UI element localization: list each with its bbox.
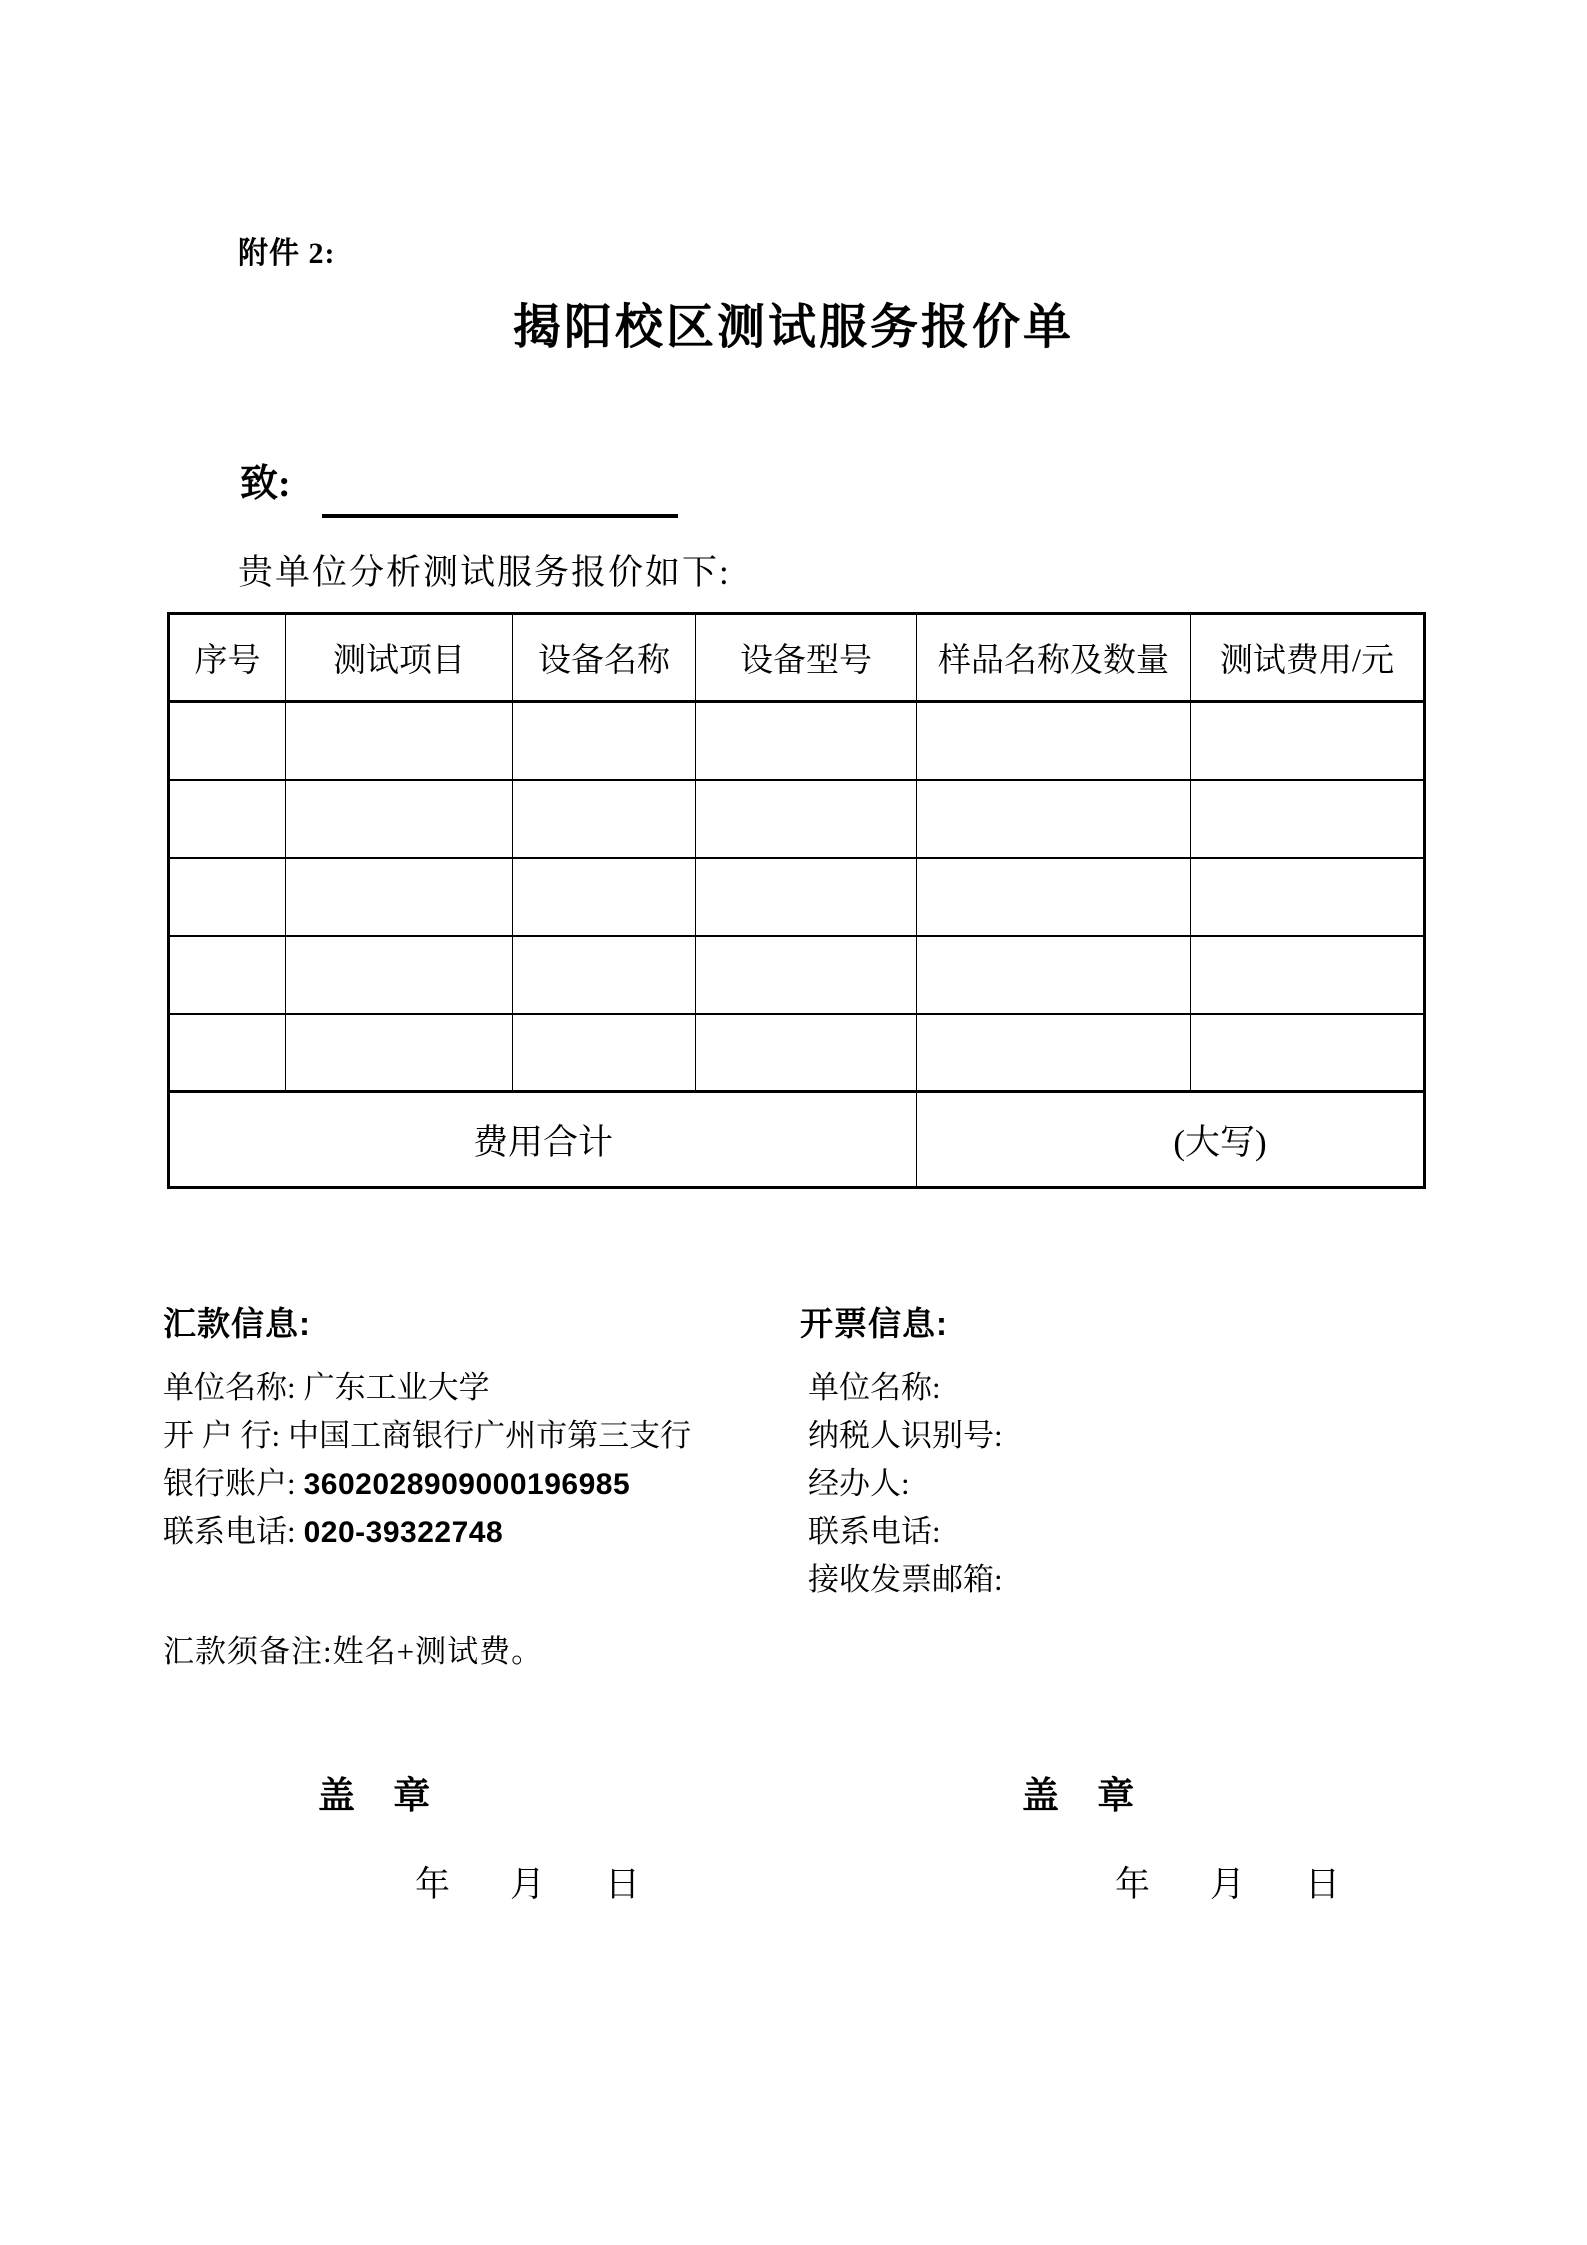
table-row [169, 702, 1425, 780]
table-row [169, 858, 1425, 936]
field-label: 联系电话: [808, 1514, 941, 1549]
invoice-field-phone [808, 1508, 1003, 1556]
field-label: 经办人: [808, 1466, 910, 1501]
table-cell [169, 858, 286, 936]
total-label-cell: 费用合计 [169, 1092, 917, 1188]
table-cell [513, 780, 696, 858]
year-label: 年 [415, 1865, 451, 1904]
field-label: 开 户 行: [163, 1418, 281, 1453]
header-cell-test-fee: 测试费用/元 [1191, 614, 1425, 702]
header-cell-test-item: 测试项目 [286, 614, 513, 702]
remittance-note: 汇款须备注:姓名+测试费。 [163, 1634, 544, 1669]
day-label: 日 [1305, 1865, 1341, 1904]
table-cell [917, 1014, 1191, 1092]
field-value: 020-39322748 [303, 1516, 504, 1549]
remittance-field-bank [163, 1412, 691, 1460]
date-line-right [1115, 1857, 1400, 1907]
recipient-blank-line [322, 514, 678, 518]
field-value: 中国工商银行广州市第三支行 [288, 1418, 692, 1453]
table-row [169, 936, 1425, 1014]
header-cell-index: 序号 [169, 614, 286, 702]
table-cell [513, 858, 696, 936]
header-cell-equipment-name: 设备名称 [513, 614, 696, 702]
field-label: 单位名称: [163, 1370, 296, 1405]
quotation-table [167, 612, 1426, 1189]
table-cell [286, 936, 513, 1014]
table-cell [917, 936, 1191, 1014]
header-cell-sample-name-qty: 样品名称及数量 [917, 614, 1191, 702]
table-cell [1191, 780, 1425, 858]
table-cell [696, 936, 917, 1014]
intro-text: 贵单位分析测试服务报价如下: [238, 553, 731, 592]
month-label: 月 [510, 1865, 546, 1904]
remittance-field-account [163, 1460, 691, 1508]
table-cell [513, 702, 696, 780]
field-label: 纳税人识别号: [808, 1418, 1003, 1453]
invoice-field-handler [808, 1460, 1003, 1508]
field-label: 单位名称: [808, 1370, 941, 1405]
seal-label-right: 盖 章 [1022, 1775, 1149, 1816]
remittance-fields [163, 1364, 691, 1556]
to-label: 致: [240, 463, 291, 505]
table-cell [917, 702, 1191, 780]
invoice-field-email [808, 1556, 1003, 1604]
seal-label-left: 盖 章 [318, 1775, 445, 1816]
table-cell [169, 780, 286, 858]
table-cell [1191, 702, 1425, 780]
invoice-heading: 开票信息: [800, 1305, 948, 1342]
table-cell [1191, 858, 1425, 936]
field-label: 联系电话: [163, 1514, 296, 1549]
invoice-fields [808, 1364, 1003, 1604]
table-cell [696, 858, 917, 936]
table-cell [696, 702, 917, 780]
table-footer-row [169, 1092, 1425, 1188]
day-label: 日 [605, 1865, 641, 1904]
table-cell [513, 1014, 696, 1092]
remittance-heading: 汇款信息: [163, 1305, 311, 1342]
invoice-field-unit-name [808, 1364, 1003, 1412]
table-cell [286, 702, 513, 780]
field-label: 银行账户: [163, 1466, 296, 1501]
table-row [169, 1014, 1425, 1092]
field-value: 广东工业大学 [303, 1370, 490, 1405]
remittance-field-phone [163, 1508, 691, 1556]
table-cell [696, 780, 917, 858]
date-line-left [415, 1857, 700, 1907]
table-row [169, 780, 1425, 858]
attachment-label: 附件 2: [238, 237, 336, 270]
table-cell [1191, 936, 1425, 1014]
header-cell-equipment-model: 设备型号 [696, 614, 917, 702]
remittance-field-unit-name [163, 1364, 691, 1412]
amount-in-words-label: (大写) [1173, 1122, 1267, 1162]
table-cell [169, 1014, 286, 1092]
table-cell [1191, 1014, 1425, 1092]
field-value: 3602028909000196985 [303, 1468, 631, 1501]
page-title: 揭阳校区测试服务报价单 [512, 301, 1074, 354]
table-cell [286, 780, 513, 858]
table-cell [169, 936, 286, 1014]
invoice-field-taxpayer-id [808, 1412, 1003, 1460]
table-header-row [169, 614, 1425, 702]
field-label: 接收发票邮箱: [808, 1562, 1003, 1597]
table-cell [917, 858, 1191, 936]
table-cell [286, 858, 513, 936]
month-label: 月 [1210, 1865, 1246, 1904]
amount-in-words-cell [917, 1092, 1425, 1188]
table-cell [169, 702, 286, 780]
table-cell [696, 1014, 917, 1092]
year-label: 年 [1115, 1865, 1151, 1904]
table-cell [286, 1014, 513, 1092]
table-cell [917, 780, 1191, 858]
table-cell [513, 936, 696, 1014]
